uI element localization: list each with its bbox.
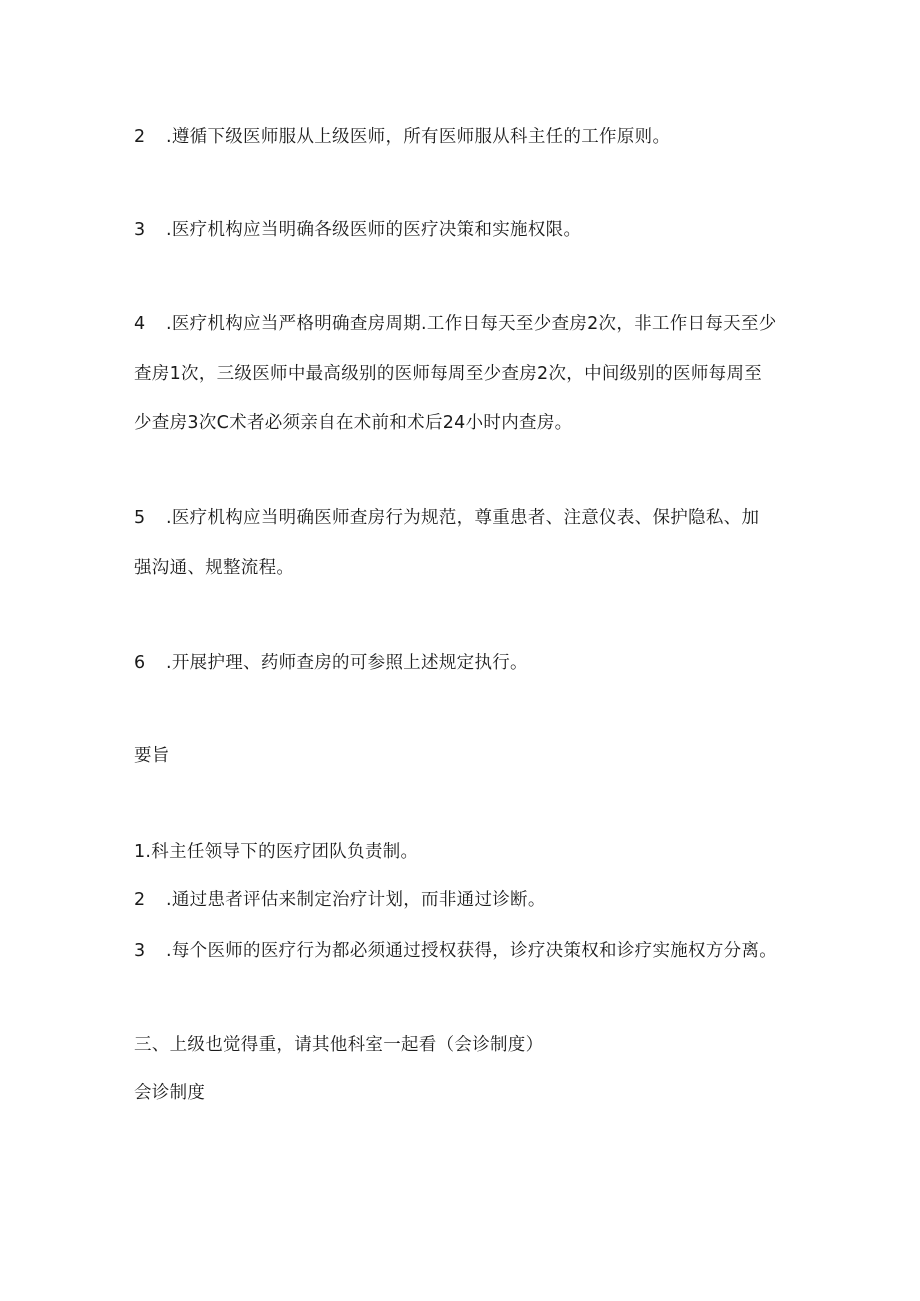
item-number: 6: [134, 653, 146, 673]
summary-item-text: .每个医师的医疗行为都必须通过授权获得，诊疗决策权和诊疗实施权方分离。: [166, 941, 778, 961]
item-text: .开展护理、药师查房的可参照上述规定执行。: [166, 653, 528, 673]
summary-item-1: [134, 840, 418, 864]
item-6: [134, 651, 528, 675]
item-5-continuation: [134, 556, 294, 580]
item-text-line: 强沟通、规整流程。: [134, 558, 295, 578]
summary-item-number: 2: [134, 890, 146, 910]
item-number: 2: [134, 127, 146, 147]
summary-heading: 要旨: [134, 746, 170, 766]
item-5: [134, 506, 759, 530]
item-number: 5: [134, 508, 146, 528]
item-4: [134, 312, 777, 336]
item-4-continuation: [134, 362, 762, 386]
summary-item-text: 1.科主任领导下的医疗团队负责制。: [134, 842, 419, 862]
subsection-heading: 会诊制度: [134, 1083, 206, 1103]
item-text-line: 少查房3次C术者必须亲自在术前和术后24小时内查房。: [134, 413, 573, 433]
item-number: 4: [134, 314, 146, 334]
item-text-line: .医疗机构应当严格明确查房周期.工作日每天至少查房2次，非工作日每天至少: [166, 314, 777, 334]
item-3: [134, 218, 581, 242]
summary-item-2: [134, 888, 546, 912]
item-text: .医疗机构应当明确各级医师的医疗决策和实施权限。: [166, 220, 582, 240]
item-text-line: 查房1次，三级医师中最高级别的医师每周至少查房2次，中间级别的医师每周至: [134, 364, 763, 384]
summary-item-number: 3: [134, 941, 146, 961]
summary-item-3: [134, 939, 777, 963]
item-2: [134, 125, 670, 149]
item-number: 3: [134, 220, 146, 240]
item-text-line: .医疗机构应当明确医师查房行为规范，尊重患者、注意仪表、保护隐私、加: [166, 508, 760, 528]
section-heading: 三、上级也觉得重，请其他科室一起看（会诊制度）: [134, 1035, 544, 1055]
summary-item-text: .通过患者评估来制定治疗计划，而非通过诊断。: [166, 890, 546, 910]
item-4-continuation: [134, 411, 572, 435]
item-text: .遵循下级医师服从上级医师，所有医师服从科主任的工作原则。: [166, 127, 671, 147]
